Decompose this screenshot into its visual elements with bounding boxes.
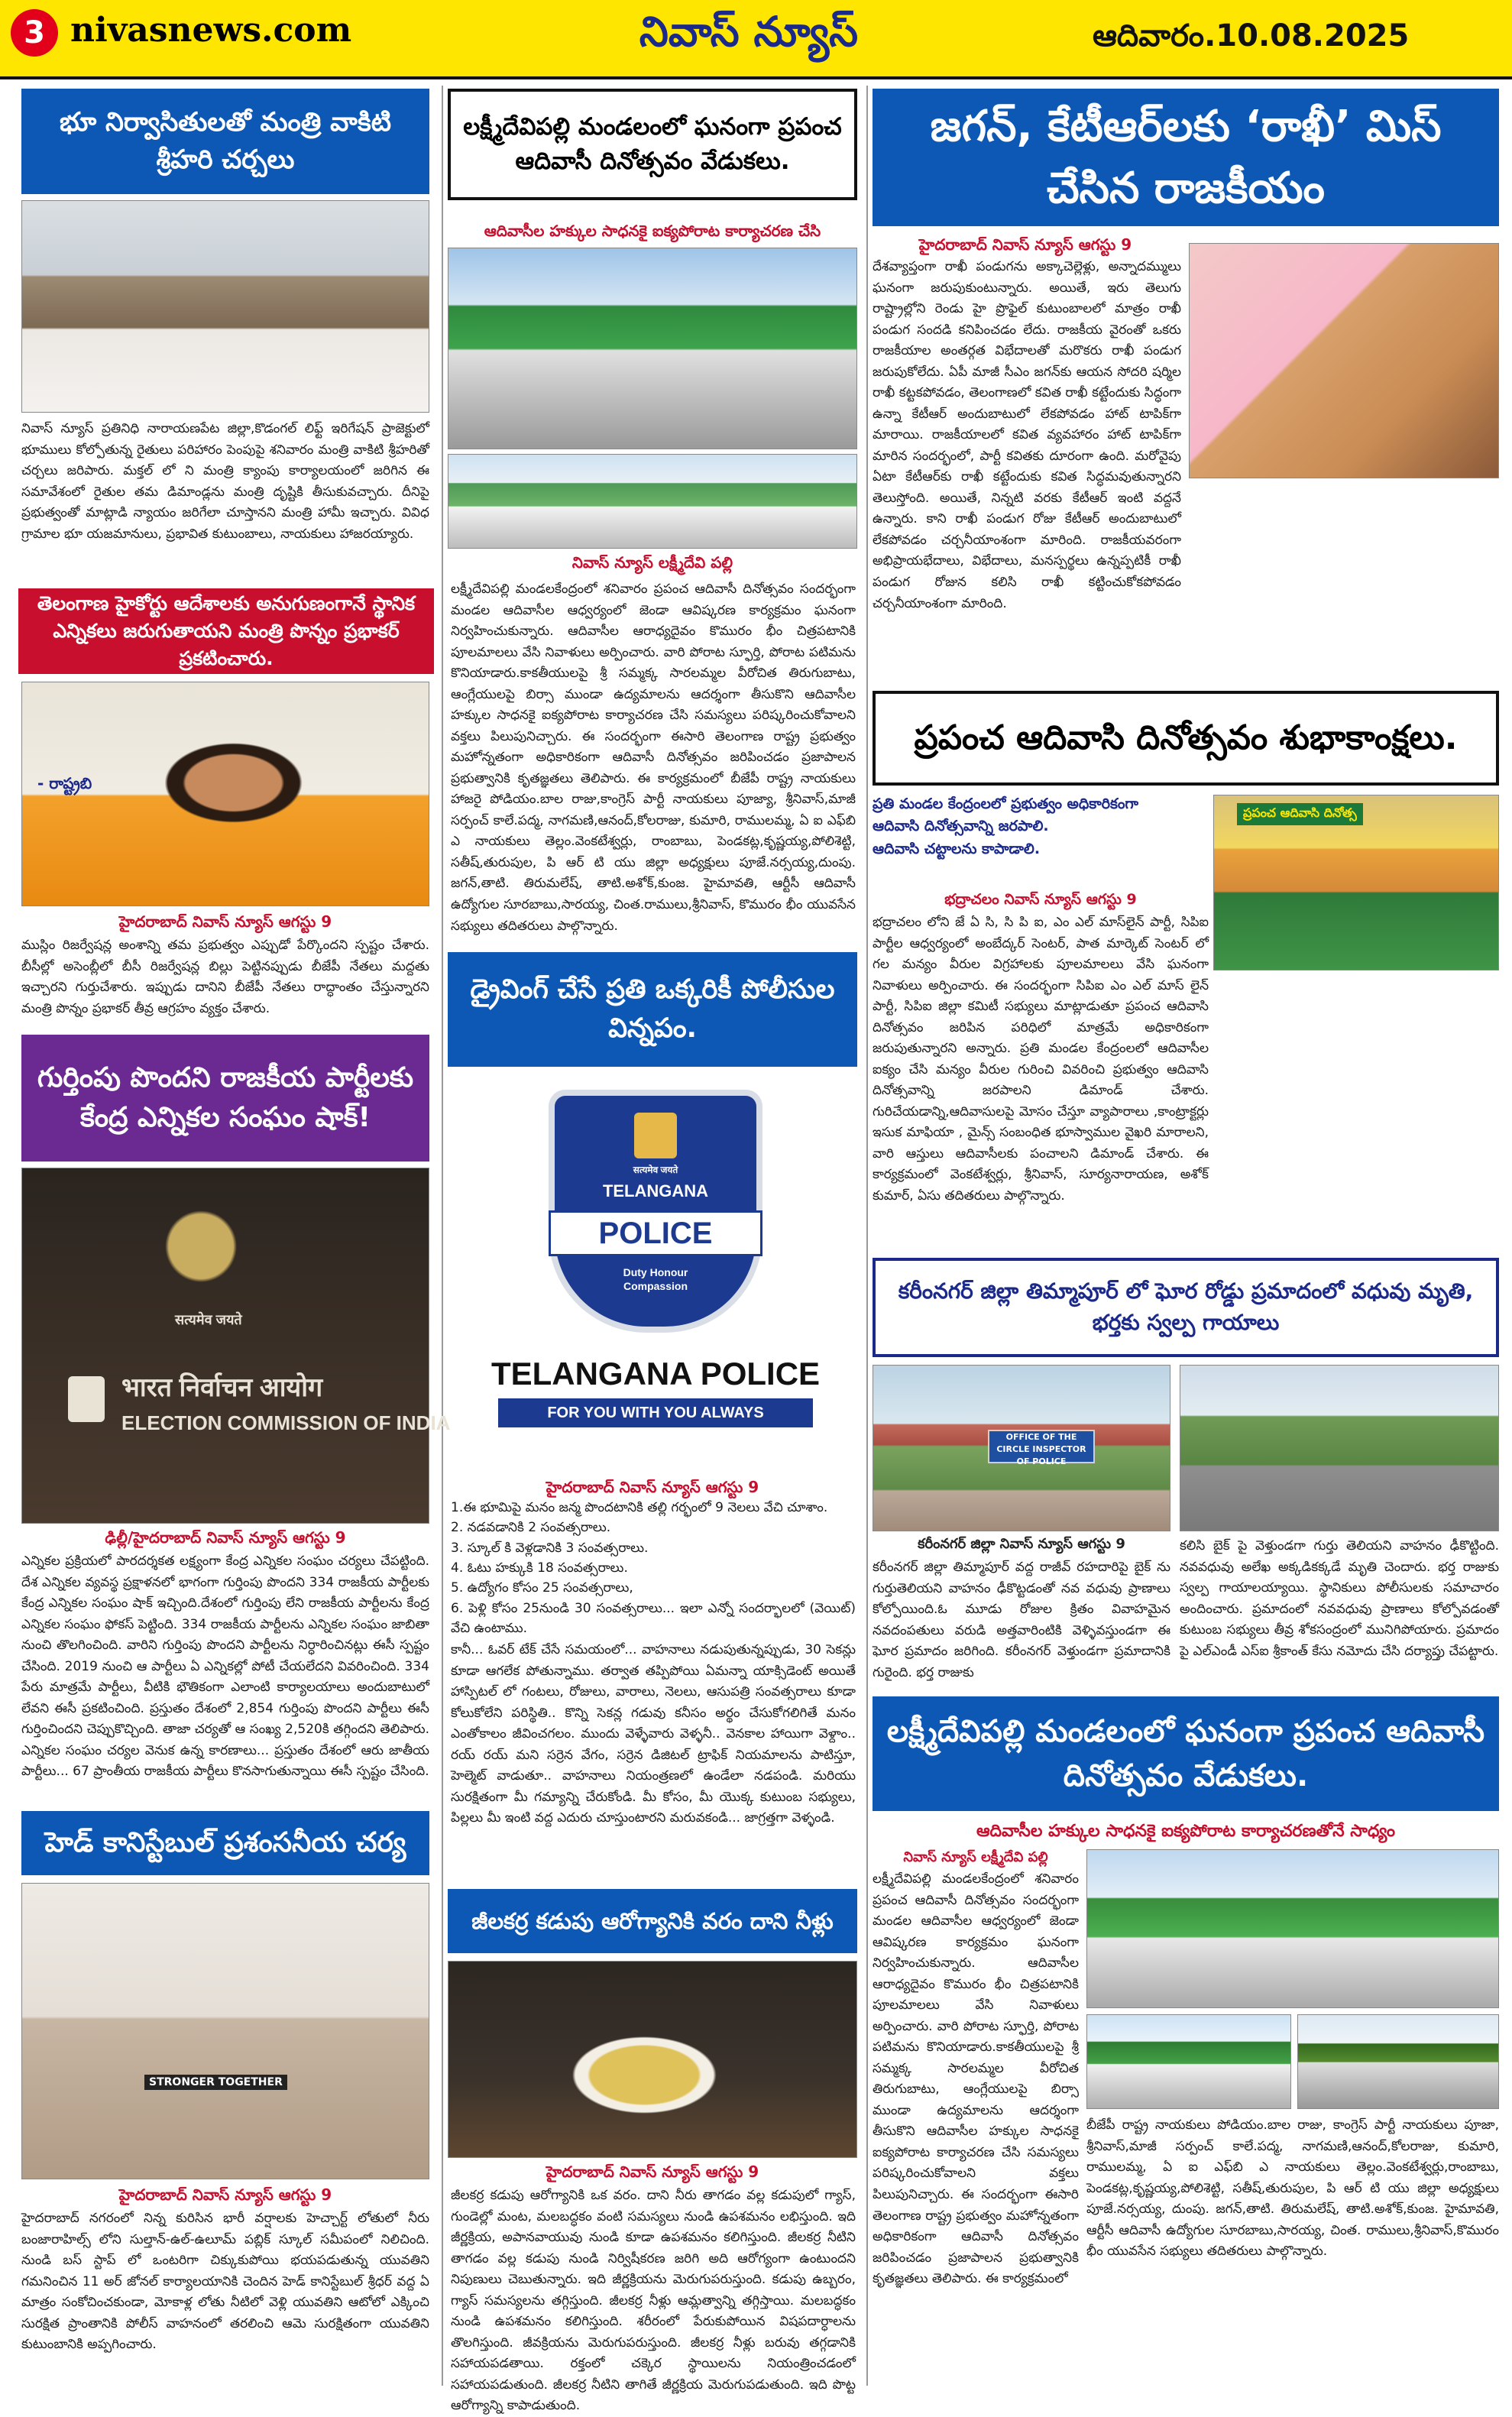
page-number: 3 — [11, 9, 58, 57]
article-eci-body: ఎన్నికల ప్రక్రియలో పారదర్శకత లక్ష్యంగా కేంద్ర ఎన్నికల సంఘం చర్యలు చేపట్టింది. దేశ ఎన్నికల వ్యవస్థ ప్రక్షాళనలో భాగంగా గుర్తింపు పొందని 334 రాజకీయ పార్టీలకు కేంద్ర ఎన్నికల సంఘం షాక్ ఇచ్చింది.దేశంలో గుర్తింపు లేని రాజకీయ పార్టీలను కేంద్ర ఎన్నికల సంఘం ఫోకస్ పెట్టింది. 334 రాజకీయ పార్టీలను ఎన్నికల సంఘం జాబితా నుంచి తొలగించింది. వారిని గుర్తింపు పొందని పార్టీలను నిర్ధారించినట్లు ఈసీ స్పష్టం చేసింది. 2019 నుంచి ఆ పార్టీలు ఏ ఎన్నికల్లో పోటీ చేయలేదని వివరించింది. 334 పేరు మాత్రమే పార్టీలు, వీటికి భౌతికంగా ఎలాంటి కార్యాలయాలు అందుబాటులో లేవని ఈసీ ప్రకటించింది. ప్రస్తుతం దేశంలో 2,854 గుర్తింపు పొందని పార్టీలు ఈసీ గుర్తించిందని చెప్పుకొచ్చింది. తాజా చర్యతో ఆ సంఖ్య 2,520కి తగ్గిందని తెలిపారు. ఎన్నికల సంఘం చర్యల వెనుక ఉన్న కారణాలు... ప్రస్తుతం దేశంలో ఆరు జాతీయ పార్టీలు... 67 ప్రాంతీయ రాజకీయ పార్టీలు కొనసాగుతున్నాయి ఈసీ స్పష్టం చేసింది. — [21, 1554, 429, 1780]
newspaper-title: నివాస్ న్యూస్ — [639, 8, 859, 56]
police-tagline: FOR YOU WITH YOU ALWAYS — [498, 1398, 813, 1427]
photo-adivasi-gathering — [1297, 2014, 1499, 2109]
article-adivasi-day-2-body-right: బీజేపీ రాష్ట్ర నాయకులు పోడియం.బాల రాజు, కాంగ్రెస్ పార్టీ నాయకులు పూజా, శ్రీనివాస్,మాజీ సర్పంచ్ కాలే.పద్మ, నాగమణి,ఆనంద్,కోలరాజు, కుమారి, రాములమ్మ, ఏ ఐ ఎఫ్‌బి ఎ నాయకులు తెల్లం.వెంకటేశ్వర్లు,రాంబాబు, పెండకట్ల,కృష్ణయ్య,పోలిశెట్టి, సతీష్,తురుపుల, పి ఆర్ టి యు జిల్లా అధ్యక్షులు పూజే.నర్సయ్య, దుంపు. జగన్,తాటి. తిరుమలేష్, తాటి.అశోక్,కుంజ. హైమావతి, ఆర్టీసీ ఆదివాసీ ఉద్యోగుల సూరబాబు,సారయ్య, చింత. రాములు,శ్రీనివాస్,కొమురం భీం యువసేన సభ్యులు తదితరులు పాల్గొన్నారు. — [1086, 2117, 1499, 2260]
headline-road-accident: కరీంనగర్ జిల్లా తిమ్మాపూర్ లో ఘోర రోడ్డు ప్రమాదంలో వధువు మృతి, భర్తకు స్వల్ప గాయాలు — [873, 1258, 1499, 1357]
byline-adivasi-day-1: నివాస్ న్యూస్ లక్ష్మీదేవి పల్లి — [571, 553, 733, 572]
police-appeal-list — [451, 1498, 856, 1638]
byline-adivasi-day-2: నివాస్ న్యూస్ లక్ష్మీదేవి పల్లి — [903, 1849, 1048, 1865]
photo-rakhi-leaders — [1189, 243, 1499, 478]
article-road-accident-body-right: కలిసి బైక్ పై వెళ్తుండగా గుర్తు తెలియని వాహనం ఢీకొట్టింది. నవవధువు అలేఖ అక్కడికక్కడే మృతి చెందారు. భర్త రాజుకు స్వల్ప గాయాలయ్యాయి. స్థానికులు పోలీసులకు సమాచారం అందించారు. ప్రమాదంలో నవవధువు ప్రాణాలు కోల్పోవడంతో కుటుంబ సభ్యులు తీవ్ర శోకసంద్రంలో మునిగిపోయారు. ప్రమాదం పై ఎల్ఎండీ ఎస్ఐ శ్రీకాంత్ కేసు నమోదు చేసి దర్యాప్తు చేపట్టారు. — [1180, 1538, 1499, 1659]
article-head-constable-body: హైదరాబాద్ నగరంలో నిన్న కురిసిన భారీ వర్షాలకు హెచ్చార్ట్ లోతులో నీరు బంజారాహిల్స్ లోని సుల్తాన్-ఉల్-ఉలూమ్ పబ్లిక్ స్కూల్ సమీపంలో నిలిచింది. నుండి బస్ స్టాప్ లో ఒంటరిగా చిక్కుకుపోయి భయపడుతున్న యువతిని గమనించిన 11 అర్ జోనల్ కార్యాలయానికి చెందిన హెడ్ కానిస్టేబుల్ శ్రీధర్ వద్ద ఏ మాత్రం సంకోచించకుండా, మోకాళ్ల లోతు నీటిలో వెళ్లి యువతిని ఆటోలో ఎక్కించి సురక్షిత ప్రాంతానికి పోలీస్ వాహనంలో తరలించి ఆమె సురక్షితంగా యువతిని కుటుంబానికి అప్పగించారు. — [21, 2211, 429, 2353]
list-item: 3. స్కూల్ కి వెళ్లడానికి 3 సంవత్సరాలు. — [451, 1540, 649, 1556]
photo-adivasi-statue — [1213, 795, 1499, 970]
photo-accident-site — [1180, 1365, 1499, 1531]
byline-road-accident: కరీంనగర్ జిల్లా నివాస్ న్యూస్ ఆగస్టు 9 — [918, 1536, 1125, 1552]
list-item: ఆదివాసి చట్టాలను కాపాడాలి. — [873, 840, 1041, 857]
byline-head-constable: హైదరాబాద్ నివాస్ న్యూస్ ఆగస్టు 9 — [118, 2185, 332, 2204]
list-item: ప్రతి మండల కేంద్రంలలో ప్రభుత్వం అధికారికంగా — [873, 795, 1139, 812]
subhead-adivasi-day-2: ఆదివాసీల హక్కుల సాధనకై ఐక్యపోరాట కార్యాచరణతోనే సాధ్యం — [976, 1822, 1396, 1841]
national-emblem-icon — [634, 1113, 677, 1158]
headline-adivasi-greetings: ప్రపంచ ఆదివాసి దినోత్సవం శుభాకాంక్షలు. — [873, 691, 1499, 786]
police-title: TELANGANA POLICE — [491, 1356, 821, 1392]
article-adivasi-day-2-body-left: లక్ష్మీదేవిపల్లి మండలకేంద్రంలో శనివారం ప్రపంచ ఆదివాసీ దినోత్సవం సందర్భంగా మండల ఆదివాసీల ఆధ్వర్యంలో జెండా ఆవిష్కరణ కార్యక్రమం ఘనంగా నిర్వహించుకున్నారు. ఆదివాసీల ఆరాధ్యదైవం కొమురం భీం చిత్రపటానికి పూలమాలలు వేసి నివాళులు అర్పించారు. వారి పోరాట స్ఫూర్తి, పోరాట పటిమను కొనియాడారు.కాకతీయులపై శ్రీ సమ్మక్క సారలమ్మల వీరోచిత తిరుగుబాటు, ఆంగ్లేయులపై బిర్సా ముండా ఉద్యమాలను ఆదర్శంగా తీసుకొని ఆదివాసీల హక్కుల సాధనకై ఐక్యపోరాట కార్యాచరణ చేసి సమస్యలు పరిష్కరించుకోవాలని వక్తలు పిలుపునిచ్చారు. ఈ సందర్భంగా ఈసారి తెలంగాణ రాష్ట్ర ప్రభుత్వం మహోన్నతంగా అధికారికంగా ఆదివాసీ దినోత్సవం జరిపించడం ప్రజాపాలన ప్రభుత్వానికి కృతజ్ఞతలు తెలిపారు. ఈ కార్యక్రమంలో — [873, 1871, 1079, 2287]
article-adivasi-day-1-body: లక్ష్మీదేవిపల్లి మండలకేంద్రంలో శనివారం ప్రపంచ ఆదివాసీ దినోత్సవం సందర్భంగా మండల ఆదివాసీల ఆధ్వర్యంలో జెండా ఆవిష్కరణ కార్యక్రమం ఘనంగా నిర్వహించుకున్నారు. ఆదివాసీల ఆరాధ్యదైవం కొమురం భీం చిత్రపటానికి పూలమాలలు వేసి నివాళులు అర్పించారు. వారి పోరాట స్ఫూర్తి, పోరాట పటిమను కొనియాడారు.కాకతీయులపై శ్రీ సమ్మక్క సారలమ్మల వీరోచిత తిరుగుబాటు, ఆంగ్లేయులపై బిర్సా ముండా ఉద్యమాలను ఆదర్శంగా తీసుకొని ఆదివాసీల హక్కుల సాధనకై ఐక్యపోరాట కార్యాచరణ చేసి సమస్యలు పరిష్కరించుకోవాలని వక్తలు పిలుపునిచ్చారు. ఈ సందర్భంగా ఈసారి తెలంగాణ రాష్ట్ర ప్రభుత్వం మహోన్నతంగా అధికారికంగా ఆదివాసీ దినోత్సవం జరిపించడం ప్రజాపాలన ప్రభుత్వానికి కృతజ్ఞతలు తెలిపారు. ఈ కార్యక్రమంలో బీజేపీ రాష్ట్ర నాయకులు హాజరై పోడియం.బాల రాజు,కాంగ్రెస్ పార్టీ నాయకులు పూజ్యా, శ్రీనివాస్,మాజీ సర్పంచ్ కాలే.పద్మ, నాగమణి,ఆనంద్,కోలరాజు, కుమారి, రాములమ్మ, ఏ ఐ ఎఫ్‌బి ఎ నాయకులు తెల్లం.వెంకటేశ్వర్లు, రాంబాబు, పెండకట్ల,కృష్ణయ్య,పోలిశెట్టి, సతీష్,తురుపుల, పి ఆర్ టి యు జిల్లా అధ్యక్షులు పూజే.నర్సయ్య,దుంపు. జగన్,తాటి. తిరుమలేష్, తాటి.అశోక్,కుంజ. హైమావతి, ఆర్టీసీ ఆదివాసీ ఉద్యోగుల సూరబాబు,సారయ్య, చింత.రాములు,శ్రీనివాస్, కొమురం భీం యువసేన సభ్యులు తదితరులు పాల్గొన్నారు. — [451, 582, 856, 934]
banner-text: ప్రపంచ ఆదివాసి దినోత్స — [1237, 803, 1363, 825]
article-rakhi-politics-body-right — [1189, 484, 1499, 656]
issue-date: ఆదివారం.10.08.2025 — [1093, 18, 1410, 53]
photo-head-constable — [21, 1883, 429, 2179]
column-divider — [442, 86, 443, 2386]
list-item: 4. ఓటు హక్కుకి 18 సంవత్సరాలు. — [451, 1560, 628, 1576]
byline-cumin-water: హైదరాబాద్ నివాస్ న్యూస్ ఆగస్టు 9 — [546, 2163, 759, 2181]
headline-land-displaced: భూ నిర్వాసితులతో మంత్రి వాకిటి శ్రీహరి చర్చలు — [21, 89, 429, 194]
subhead-adivasi-day-1: ఆదివాసీల హక్కుల సాధనకై ఐక్యపోరాట కార్యాచరణ చేసి — [484, 222, 821, 240]
headline-adivasi-day-1: లక్ష్మీదేవిపల్లి మండలంలో ఘనంగా ప్రపంచ ఆదివాసీ దినోత్సవం వేడుకలు. — [448, 89, 857, 200]
station-sign: OFFICE OF THE CIRCLE INSPECTOR OF POLICE — [988, 1430, 1095, 1463]
telangana-police-logo — [452, 1073, 859, 1473]
list-item: ఆదివాసి దినోత్సవాన్ని జరపాలి. — [873, 818, 1049, 835]
photo-caption-text: - రాష్ట్రబి — [37, 774, 92, 792]
site-name[interactable]: nivasnews.com — [70, 11, 352, 50]
list-item: 2. నడవడానికి 2 సంవత్సరాలు. — [451, 1520, 611, 1536]
headline-cumin-water: జీలకర్ర కడుపు ఆరోగ్యానికి వరం దాని నీళ్లు — [448, 1889, 857, 1953]
list-item: 1.ఈ భూమిపై మనం జన్మ పొందటానికి తల్లి గర్భంలో 9 నెలలు వేచి చూశాం. — [451, 1500, 828, 1515]
headline-local-elections: తెలంగాణ హైకోర్టు ఆదేశాలకు అనుగుణంగానే స్థానిక ఎన్నికలు జరుగుతాయని మంత్రి పొన్నం ప్రభాకర్ ప్రకటించారు. — [18, 588, 434, 674]
article-local-elections-body: ముస్లిం రిజర్వేషన్ల అంశాన్ని తమ ప్రభుత్వం ఎప్పుడో పేర్కొందని స్పష్టం చేశారు. బీసీల్లో అసెంబ్లీలో బీసీ రిజర్వేషన్ల బిల్లు పెట్టినప్పుడు బీజేపీ నేతలు మద్దతు ఇచ్చారని గుర్తుచేశారు. ఇప్పుడు దానిని బీజేపీ నేతలు రాద్ధాంతం చేస్తున్నారని మంత్రి పొన్నం ప్రభాకర్ తీవ్ర ఆగ్రహం వ్యక్తం చేశారు. — [21, 938, 429, 1016]
police-shield-icon — [555, 1096, 756, 1327]
photo-adivasi-flag-hoisting — [448, 248, 857, 449]
photo-police-station — [873, 1365, 1170, 1531]
article-rakhi-politics-body-left: దేశవ్యాప్తంగా రాఖీ పండుగను అక్కాచెల్లెళ్లు, అన్నాదమ్ములు ఘనంగా జరుపుకుంటున్నారు. అయితే, ఇరు తెలుగు రాష్ట్రాల్లోని రెండు హై ప్రొఫైల్ కుటుంబాలలో మాత్రం రాఖీ పండుగ సందడి కనిపించడం లేదు. రాజకీయ వైరంతో ఒకరు రాజకీయాల అంతర్గత విభేదాలతో మరొకరు రాఖీ పండుగ జరుపుకోలేదు. ఏపీ మాజీ సీఎం జగన్‌కు ఆయన సోదరి షర్మిల రాఖీ కట్టకపోవడం, తెలంగాణలో కవిత రాఖీ కట్టేందుకు సిద్ధంగా ఉన్నా కేటీఆర్ అందుబాటులో లేకపోవడం హాట్ టాపిక్‌గా మారాయి. రాజకీయాలలో కవిత వ్యవహారం హాట్ టాపిక్‌గా మారిన సందర్భంలో, పార్టీ కవితకు దూరంగా ఉంది. మరోవైపు ఏటా కేటీఆర్‌కు రాఖీ కట్టేందుకు కవిత సిద్ధమవుతున్నారని తెలుస్తోంది. అయితే, నిన్నటి వరకు కేటీఆర్ ఇంటి వద్దనే ఉన్నారు. కాని రాఖీ పండుగ రోజు కేటీఆర్ అందుబాటులో లేకపోవడం చర్చనీయాంశంగా మారింది. రాజకీయవరంగా అభిప్రాయభేదాలు, విభేదాలు, మనస్పర్థలు ఉన్నప్పటికీ రాఖీ పండుగ రోజున కలిసి రాఖీ కట్టించుకోకపోవడం చర్చనీయాంశంగా మారింది. — [873, 259, 1181, 611]
byline-adivasi-greetings: భద్రాచలం నివాస్ న్యూస్ ఆగస్టు 9 — [944, 891, 1137, 908]
list-item: 5. ఉద్యోగం కోసం 25 సంవత్సరాలు, — [451, 1580, 633, 1596]
byline-local-elections: హైదరాబాద్ నివాస్ న్యూస్ ఆగస్టు 9 — [118, 912, 332, 931]
headline-head-constable: హెడ్ కానిస్టేబుల్ ప్రశంసనీయ చర్య — [21, 1811, 429, 1875]
byline-rakhi-politics: హైదరాబాద్ నివాస్ న్యూస్ ఆగస్టు 9 — [918, 235, 1132, 254]
headline-eci-shock: గుర్తింపు పొందని రాజకీయ పార్టీలకు కేంద్ర ఎన్నికల సంఘం షాక్! — [21, 1035, 429, 1162]
adivasi-greetings-points — [873, 793, 1209, 860]
byline-eci: ఢిల్లీ/హైదరాబాద్ నివాస్ న్యూస్ ఆగస్టు 9 — [105, 1528, 346, 1547]
eci-hindi-name: भारत निर्वाचन आयोग — [121, 1373, 323, 1402]
shield-motto: Duty Honour Compassion — [623, 1266, 688, 1293]
photo-adivasi-rally — [448, 454, 857, 549]
photo-election-commission — [21, 1168, 451, 1524]
article-adivasi-greetings-body-right — [1213, 975, 1499, 1253]
photo-adivasi-procession — [1086, 2014, 1291, 2109]
article-road-accident-body-left: కరీంనగర్ జిల్లా తిమ్మాపూర్ వద్ద రాజీవ్ రహదారిపై బైక్ ను గుర్తుతెలియని వాహనం ఢీకొట్టడంతో నవ వధువు ప్రాణాలు కోల్పోయింది.ఓ మూడు రోజుల క్రితం వివాహమైన నవదంపతులు వరుడి అత్తవారింటికి వెళ్ళివస్తుండగా ఈ ఘోర ప్రమాదం జరిగింది. కరీంనగర్ వెళ్తుండగా ప్రమాదానికి గురైంది. భర్త రాజుకు — [873, 1560, 1170, 1680]
article-police-appeal-body: కానీ... ఓవర్ టేక్ చేసే సమయంలో... వాహనాలు నడుపుతున్నప్పుడు, 30 సెకన్లు కూడా ఆగలేక పోతున్నాము. తర్వాత తప్పిపోయి ఏమన్నా యాక్సిడెంట్ అయితే హాస్పిటల్ లో గంటలు, రోజులు, వారాలు, నెలలు, ఆసుపత్రి సంవత్సరాలు కూడా కోలుకోలేని పరిస్థితి.. కొన్ని సెకన్ల గడువు కనీసం అర్థం చేసుకోగలిగితే మనం ఎంతోకాలం జీవించగలం. ముందు వెళ్ళేవారు వెళ్ళనీ.. వెనకాల హాయిగా వెళ్దాం.. రయ్ రయ్ మని సర్రెన వేగం, సర్రెన డిజిటల్ ట్రాఫిక్ నియమాలను పాటిస్తూ, హెల్మెట్ వాడుతూ.. వాహనాలు నియంత్రణలో ఉండేలా నడపండి. మరియు సురక్షితంగా మీ గమ్యాన్ని చేరుకోండి. మీ కోసం, మీ యొక్క కుటుంబ సభ్యులు, పిల్లలు మీ ఇంటి వద్ద ఎదురు చూస్తుంటారని మరువకండి... జాగ్రత్తగా వెళ్ళండి. — [451, 1642, 856, 1826]
photo-minister-ponnam — [21, 682, 429, 906]
eci-motto: सत्यमेव जयते — [175, 1312, 242, 1327]
ballot-box-icon — [68, 1376, 105, 1422]
article-cumin-water-body: జీలకర్ర కడుపు ఆరోగ్యానికి ఒక వరం. దాని నీరు తాగడం వల్ల కడుపులో గ్యాస్, గుండెల్లో మంట, మలబద్ధకం వంటి సమస్యలు నుండి ఉపశమనం లభిస్తుంది. ఇది జీర్ణక్రియ, అపానవాయువు నుండి కూడా ఉపశమనం కలిగిస్తుంది. జీలకర్ర నీటిని తాగడం వల్ల కడుపు నుండి నిర్విషీకరణ జరిగి అది ఆరోగ్యంగా ఉంటుందని నిపుణులు చెబుతున్నారు. ఇది జీర్ణక్రియను మెరుగుపరుస్తుంది. కడుపు ఉబ్బరం, గ్యాస్ సమస్యలను తగ్గిస్తుంది. జీలకర్ర నీళ్లు ఆమ్లత్వాన్ని తగ్గిస్తాయి. మలబద్ధకం నుండి ఉపశమనం కలిగిస్తుంది. శరీరంలో పేరుకుపోయిన విషపదార్ధాలను తొలగిస్తుంది. జీవక్రియను మెరుగుపరుస్తుంది. జీలకర్ర నీళ్లు బరువు తగ్గడానికి సహాయపడతాయి. రక్తంలో చక్కెర స్థాయిలను నియంత్రించడంలో సహాయపడుతుంది. జీలకర్ర నీటిని తాగితే జీర్ణక్రియ మెరుగుపడుతుంది. ఇది పొట్ట ఆరోగ్యాన్ని కాపాడుతుంది. — [451, 2188, 856, 2414]
column-divider — [866, 86, 868, 2386]
shield-top-text: TELANGANA — [602, 1181, 709, 1200]
article-land-displaced-body: నివాస్ న్యూస్ ప్రతినిధి నారాయణపేట జిల్లా,కొడంగల్ లిఫ్ట్ ఇరిగేషన్ ప్రాజెక్టులో భూములు కోల్పోతున్న రైతులు పరిహారం పెంపుపై శనివారం మంత్రి వాకిటి శ్రీహరితో చర్చలు జరిపారు. మక్తల్ లో ని మంత్రి క్యాంపు కార్యాలయంలో జరిగిన ఈ సమావేశంలో రైతుల తమ డిమాండ్లను మంత్రి దృష్టికి తీసుకువచ్చారు. దీనిపై ప్రభుత్వంతో మాట్లాడి న్యాయం జరిగేలా చూస్తానని మంత్రి హామీ ఇచ్చారు. వివిధ గ్రామాల భూ యజమానులు, ప్రభావిత కుటుంబాలు, నాయకులు హాజరయ్యారు. — [21, 421, 429, 542]
shield-motto-hindi: सत्यमेव जयते — [633, 1165, 678, 1175]
shirt-text: STRONGER TOGETHER — [144, 2075, 287, 2090]
photo-adivasi-celebration — [1086, 1849, 1499, 2008]
photo-minister-meeting — [21, 200, 429, 413]
masthead — [0, 0, 1512, 79]
shield-ribbon: POLICE — [549, 1210, 762, 1256]
headline-rakhi-politics: జగన్, కేటీఆర్‌లకు ‘రాఖీ’ మిస్ చేసిన రాజకీయం — [873, 89, 1499, 226]
byline-police-appeal: హైదరాబాద్ నివాస్ న్యూస్ ఆగస్టు 9 — [546, 1478, 759, 1496]
eci-english-name: ELECTION COMMISSION OF INDIA — [121, 1411, 451, 1434]
photo-cumin-water — [448, 1961, 857, 2158]
headline-adivasi-day-2: లక్ష్మీదేవిపల్లి మండలంలో ఘనంగా ప్రపంచ ఆదివాసీ దినోత్సవం వేడుకలు. — [873, 1696, 1499, 1811]
headline-police-appeal: డ్రైవింగ్ చేసే ప్రతి ఒక్కరికీ పోలీసుల విన్నపం. — [448, 952, 857, 1067]
list-item: 6. పెళ్లి కోసం 25నుండి 30 సంవత్సరాలు... ఇలా ఎన్నో సందర్భాలలో (వెయిట్) వేచి ఉంటాము. — [451, 1600, 856, 1637]
article-adivasi-greetings-body: భద్రాచలం లోని జే ఏ సి, సి పి ఐ, ఎం ఎల్ మాస్‌లైన్ పార్టీ, సిపిఐ పార్టీల ఆధ్వర్యంలో అంబేద్కర్ సెంటర్, పాత మార్కెట్ సెంటర్ లో గల మన్యం వీరుల విగ్రహాలకు పూలమాలలు వేసి ఘనంగా నివాళులు అర్పించారు. ఈ సందర్భంగా సిపిఐ ఎం ఎల్ మాస్ లైన్ పార్టీ, సిపిఐ జిల్లా కమిటీ సభ్యులు మాట్లాడుతూ ప్రపంచ ఆదివాసి దినోత్సవం జరిపిన పరిధిలో మాత్రమే అధికారికంగా జరుపుతున్నారని అన్నారు. ప్రతి మండల కేంద్రంలలో ఆదివాసీల ఐక్యం చేసి మన్యం వీరుల గురించి వివరించి ప్రభుత్వం ఆదివాసి దినోత్సవాన్ని జరపాలని డిమాండ్ చేశారు. గురిచేయడాన్ని,ఆదివాసులపై మోసం చేస్తూ వ్యాపారాలు ,కాంట్రాక్టర్లు ఇసుక మాఫియా , మైన్స్ సంబంధిత భూస్వాముల వైఖరి మారాలని, వారి ఆస్తులు ఆదివాసీలకు పంచాలని డిమాండ్ చేశారు. ఈ కార్యక్రమంలో వెంకటేశ్వర్లు, శ్రీనివాస్, సూర్యనారాయణ, అశోక్ కుమార్, ఏసు తదితరులు పాల్గొన్నారు. — [873, 915, 1209, 1204]
